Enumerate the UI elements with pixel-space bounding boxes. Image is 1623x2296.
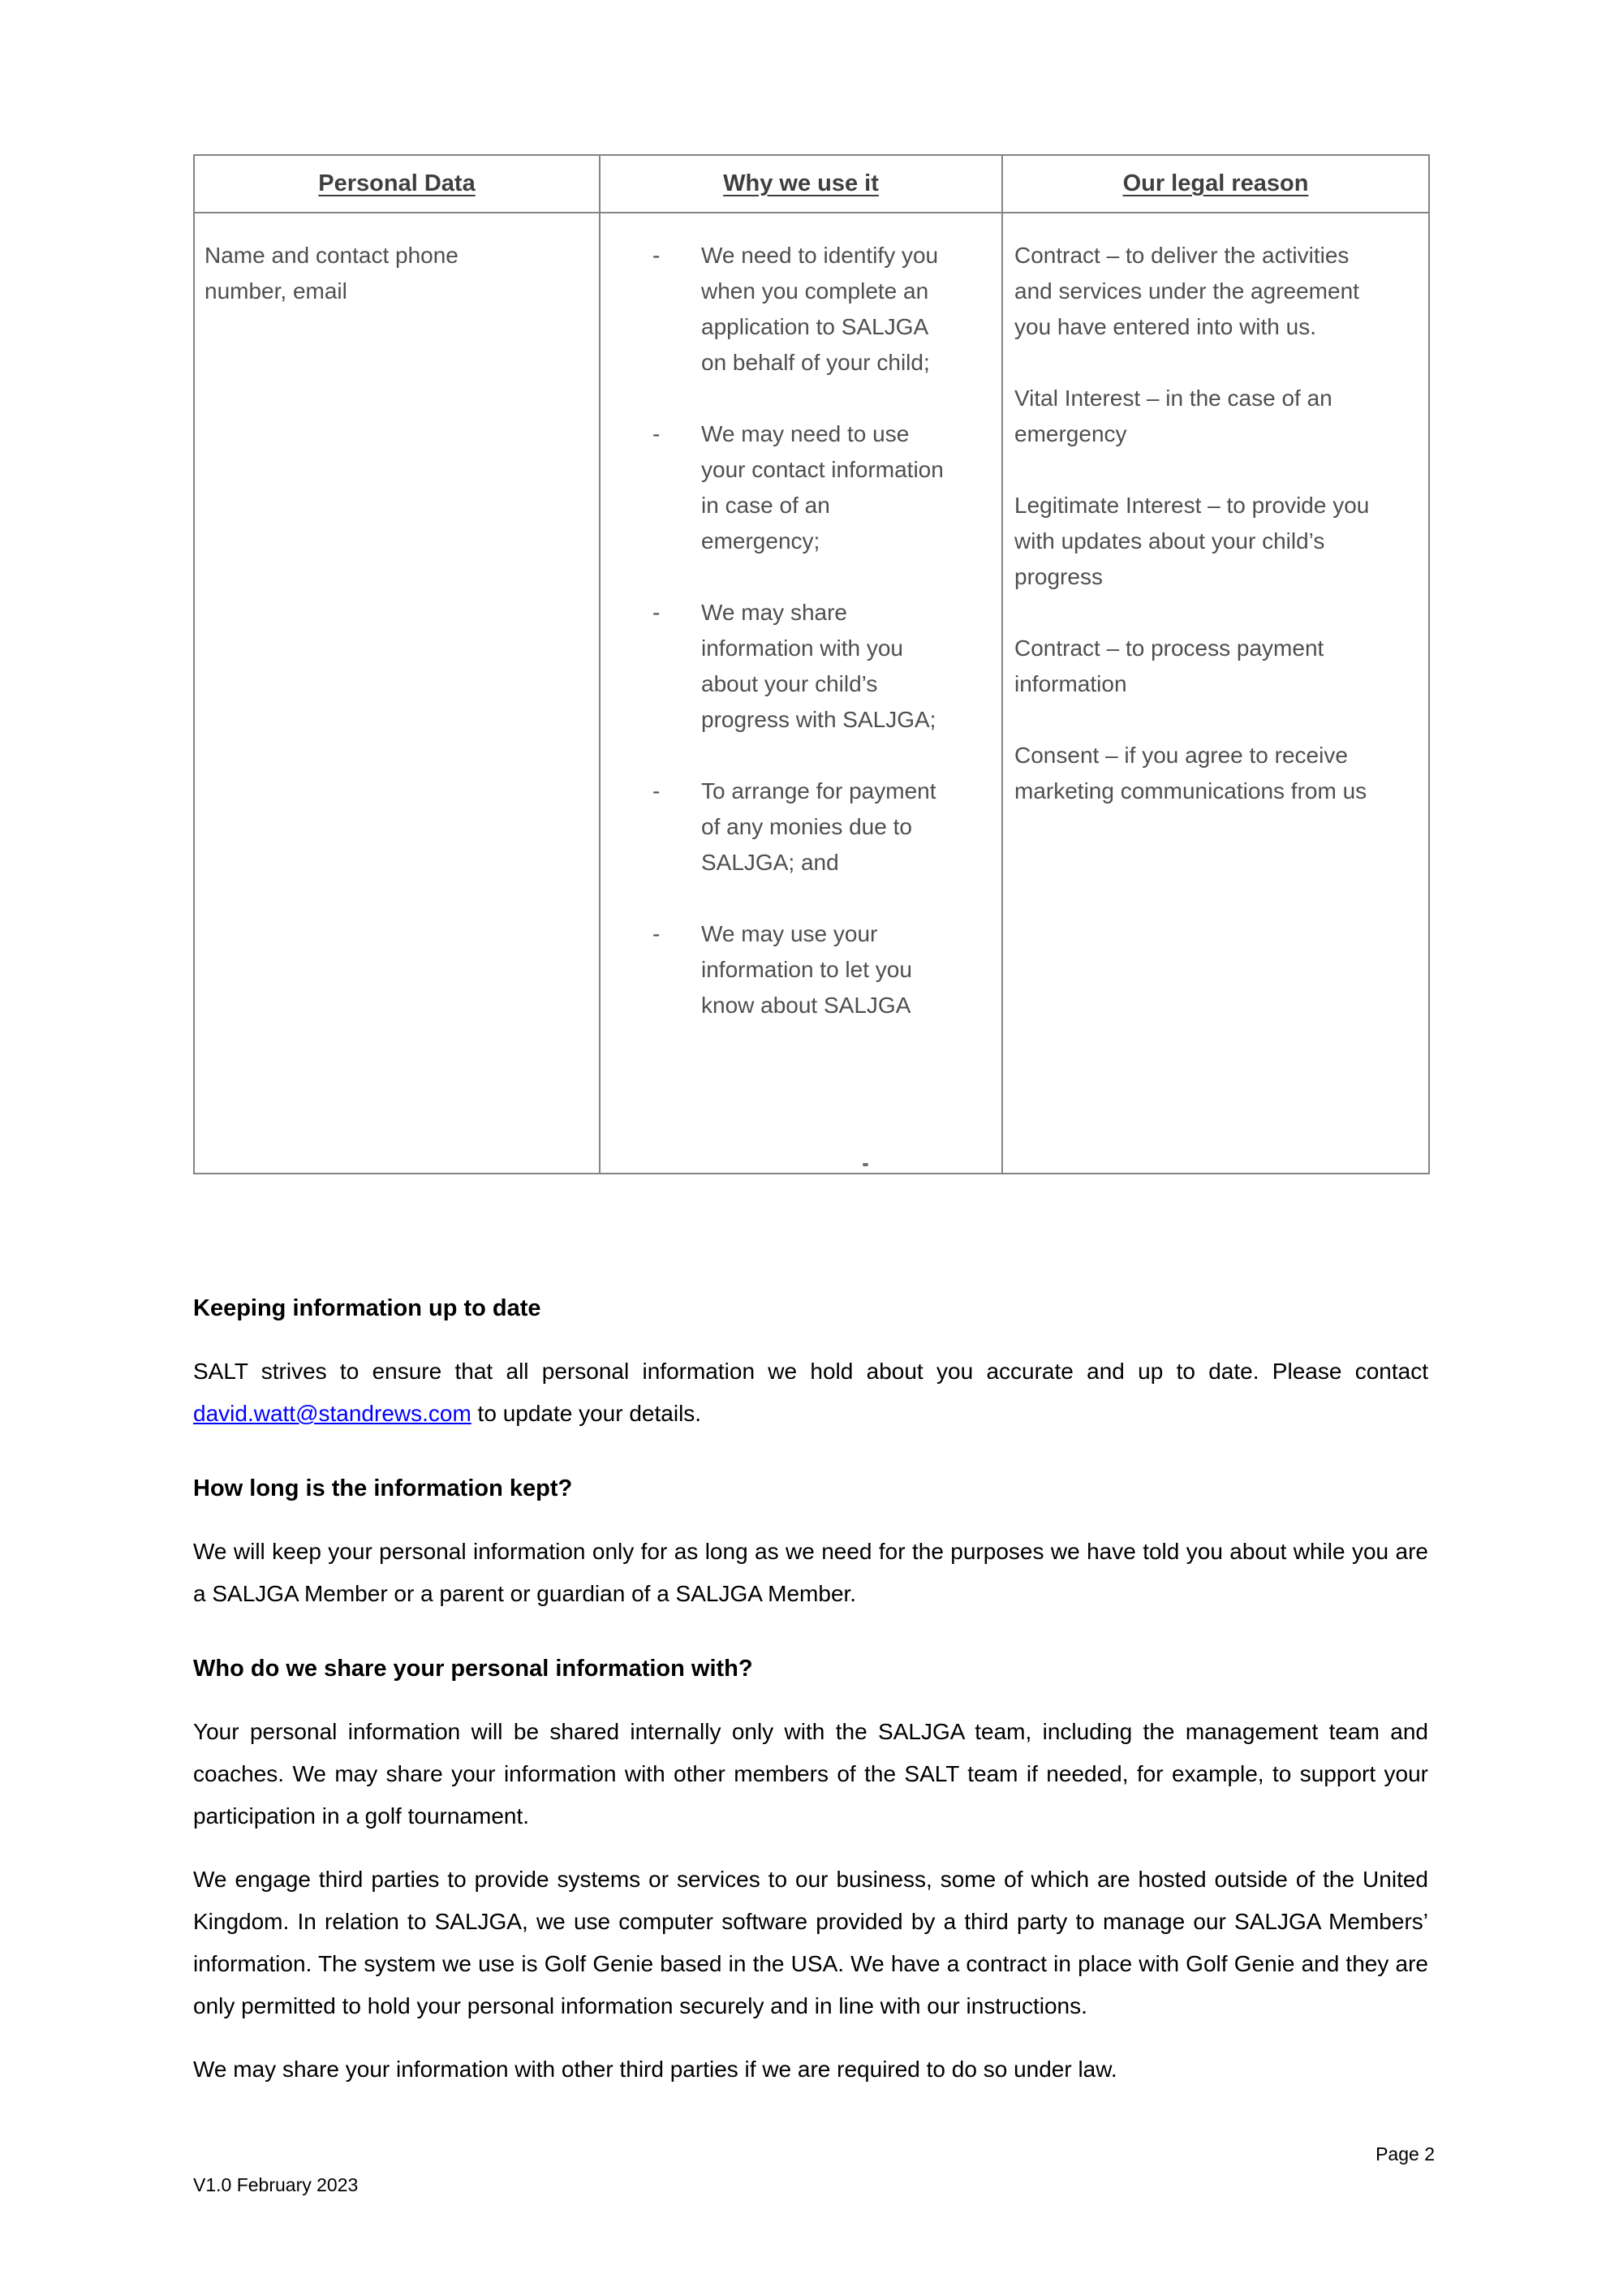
- page-content: [193, 0, 1428, 2112]
- heading-how-long-is-information-kept: How long is the information kept?: [193, 1475, 573, 1501]
- bullet-item: [648, 416, 988, 559]
- clipped-text-artifact: [863, 1163, 868, 1166]
- cell-our-legal-reason: [1002, 213, 1429, 1174]
- paragraph-text-after-link: to update your details.: [471, 1401, 702, 1426]
- bullet-dash-marker: -: [652, 600, 661, 625]
- paragraph-keeping-information: [193, 1350, 1428, 1435]
- table-data-row: [194, 213, 1429, 1174]
- personal-data-table: [193, 154, 1430, 1174]
- bullet-item: [648, 773, 988, 881]
- version-label: V1.0 February 2023: [193, 2174, 359, 2195]
- paragraph-third-parties: We engage third parties to provide systems or services to our business, some of which are hosted outside of the United Kingdom. In relation to SALJGA, we use computer software provided by a third party to manage our SALJGA Members’ information. The system we use is Golf Genie based in the USA. We have a contract in place with Golf Genie and they are only permitted to hold your personal information securely and in line with our instructions.: [193, 1867, 1428, 2018]
- cell-personal-data: [194, 213, 600, 1174]
- bullet-text: We may share information with you about your child’s progress with SALJGA;: [701, 600, 936, 732]
- bullet-dash-marker: -: [652, 778, 661, 803]
- bullet-text: We may use your information to let you know about SALJGA: [701, 921, 912, 1018]
- bullet-text: To arrange for payment of any monies due to SALJGA; and: [701, 778, 936, 875]
- email-link[interactable]: david.watt@standrews.com: [193, 1401, 471, 1426]
- paragraph-text-before-link: SALT strives to ensure that all personal information we hold about you accurate and up to date. Please contact: [193, 1359, 1428, 1384]
- paragraph-retention: We will keep your personal information only for as long as we need for the purposes we have told you about while you are a SALJGA Member or a parent or guardian of a SALJGA Member.: [193, 1539, 1428, 1606]
- bullet-dash-marker: -: [652, 921, 661, 946]
- why-we-use-it-list: [648, 238, 988, 1171]
- bullet-item: [648, 595, 988, 738]
- paragraph-required-by-law: We may share your information with other third parties if we are required to do so under law.: [193, 2057, 1117, 2082]
- bullet-item: [648, 916, 988, 1023]
- bullet-item: [648, 238, 988, 381]
- legal-reason-paragraph: Contract – to process payment information: [1014, 635, 1324, 696]
- table-header-row: [194, 155, 1429, 213]
- paragraph-sharing-internal: Your personal information will be shared internally only with the SALJGA team, including the management team and coaches. We may share your information with other members of the SALT team if needed, for example, to support your participation in a golf tournament.: [193, 1719, 1428, 1829]
- body-sections: [193, 1287, 1428, 2091]
- bullet-text: We may need to use your contact information in case of an emergency;: [701, 421, 944, 554]
- legal-reason-paragraph: Legitimate Interest – to provide you with updates about your child’s progress: [1014, 493, 1370, 589]
- personal-data-text: Name and contact phone number, email: [204, 243, 458, 304]
- table-header-personal-data: Personal Data: [194, 155, 600, 213]
- heading-keeping-information-up-to-date: Keeping information up to date: [193, 1295, 541, 1321]
- table-header-why-we-use-it: Why we use it: [600, 155, 1002, 213]
- page-number: Page 2: [1375, 2143, 1435, 2165]
- bullet-dash-marker: -: [652, 421, 661, 446]
- legal-reason-paragraph: Vital Interest – in the case of an emergency: [1014, 386, 1332, 446]
- bullet-dash-marker: -: [652, 243, 661, 268]
- legal-reason-paragraph: Contract – to deliver the activities and services under the agreement you have entered into with us.: [1014, 243, 1359, 339]
- table-header-our-legal-reason: Our legal reason: [1002, 155, 1429, 213]
- bullet-text: We need to identify you when you complete an application to SALJGA on behalf of your child;: [701, 243, 939, 375]
- legal-reason-paragraph: Consent – if you agree to receive marketing communications from us: [1014, 743, 1367, 803]
- heading-who-do-we-share-with: Who do we share your personal information with?: [193, 1656, 753, 1682]
- cell-why-we-use-it: [600, 213, 1002, 1174]
